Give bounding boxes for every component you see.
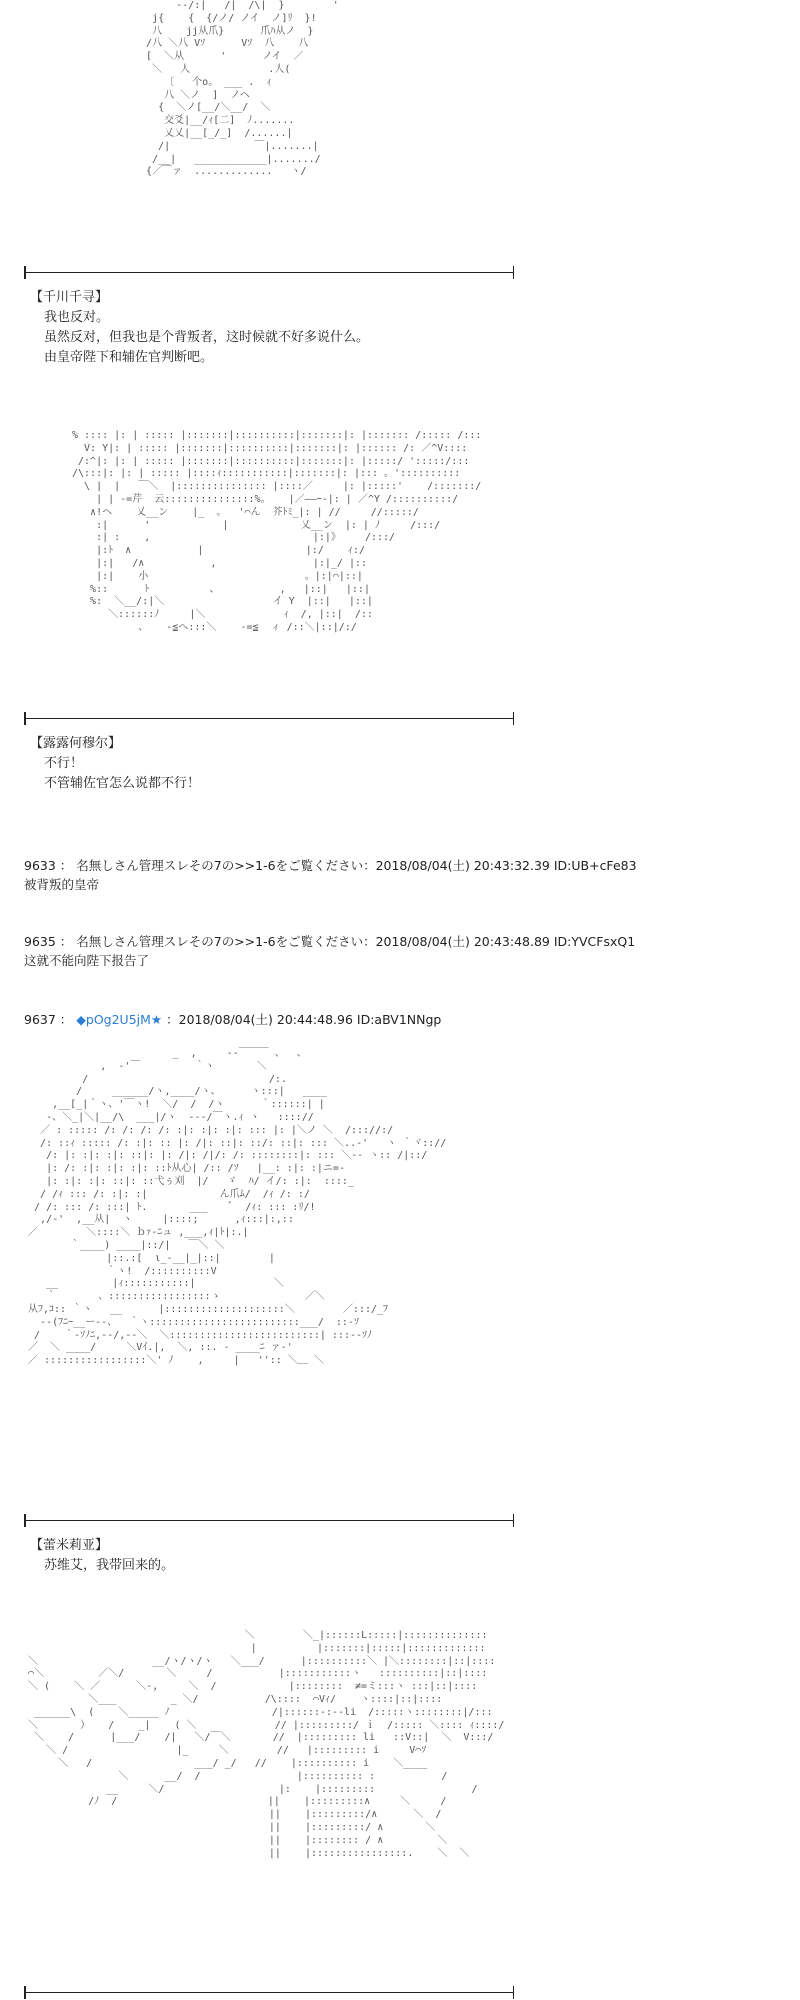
dialog-remilia xyxy=(30,1536,174,1576)
post-text: 这就不能向陛下报告了 xyxy=(24,953,150,968)
dialog-chihiro xyxy=(30,288,369,368)
ascii-art-landscape: ＼ ＼_|::::::L:::::|:::::::::::::: | |:::::::|:::::|::::::::::::: ＼ __/ヽ/ヽ/ヽ ＼___/ |::::::::::＼ |＼::::::::|::|:::: ⌒＼ ／＼/ ＼ / |:::::::::::ヽ ::::::::::|::|:::: ＼ ( ＼ ／ ＼-, ＼ / |:::::::: ≠=ミ:::ヽ :::|::|:::: ＼___ _ ＼/ /\:::: ⌒Vｨ/ ヽ::::|::|:::: ______\ ( ＼_____ ﾉ /|::::::-:--li /:::::ヽ::::::::|/::: ＼ ） / _| ( ＼ // |:::::::::/ ｉ /::::: ＼:::: ｨ::::/ ＼ / |___/ /| ＼/￣＼ // |::::::::: li ::V::| ＼ V:::/ ＼ / |_ ＼ // |::::::::: i V⌒ｿ ＼ / ___/ _/ // |:::::::::: i ＼____ ＼ __/ / |:::::::::: : / __ ＼/ |: |::::::::: / /ﾉ / || |:::::::::∧ ＼ / || |:::::::::/∧ ＼ / || |:::::::::/ ∧ ＼ || |:::::::: / ∧ ＼ || |::::::::::::::::. ＼ ＼ xyxy=(28,1630,505,1859)
poster-name: ◆pOg2U5jM xyxy=(76,1012,151,1027)
dialog-lulu xyxy=(30,734,200,794)
scene-divider xyxy=(24,1520,514,1521)
speaker-name: 【露露何穆尔】 xyxy=(30,736,122,751)
speaker-name: 【千川千寻】 xyxy=(30,290,109,305)
post-header: 9635 ： 名無しさん管理スレその7の>>1-6をご覧ください：2018/08/04(土) 20:43:48.89 ID:YVCFsxQ1 xyxy=(24,934,636,949)
scene-divider xyxy=(24,272,514,273)
dialog-line: 虽然反对，但我也是个背叛者，这时候就不好多说什么。 xyxy=(44,330,370,345)
dialog-line: 不行！ xyxy=(44,756,84,771)
dialog-line: 苏维艾，我带回来的。 xyxy=(44,1558,175,1573)
ascii-art-remilia: _ , -‐￣￣￣ 、 、 , ‐'￣ ｀ヽ ＼ / /:. / ______/ヽ,____/ヽ、 ヽ:::| ____ ,__[_|｀ヽ、'￣ヽ! ＼/ / /ヽ ｀::::::| | -、＼_|＼|__/\ ___|/ヽ ---/￣ヽ.ｨ ヽ ::::// ／ : ::::: /: /: /: /: :|: :|: :|: ::: |: |＼ノ ＼ /::://:/ /: ::ｨ ::::: /: :|: :: |: /|: ::|: ::/: ::|: ::: ＼..-' ヽ ｀ヾ::// /: |: :|: :|: ::|: |: /|: /|/: /: ::::::::|: ::: ＼-- ヽ:: /|::/ |: /: :|: :|: :|: ::ﾄ从心| /:: /ｿ |__: :|: :|ニ=- |: :|: :|: ::|: ::弋ぅ刈 |/ ゞ ﾊ/ イ/: :|: ::::_ / /ｨ ::: /: :|: :| ん爪ﾑ/ /ｨ /: :/ / /: ::: /: :::| ﾄ. ___ ﾞ /ｨ: ::: :ﾘ/! ,/‐' ,__从| ヽ |::::; ,ｨ:::|:,:: ／ ＼::::＼ ｂｧ-ﾆュ ,___,ｨ|ﾄ|:.| ｀____) ____|::/| ￣＼ ＼ |::.:[ ι_-__|_|::| | ｀ヽ! /::::::::::V __ |ｨ:::::::::::| ＼ ｀ 、:::::::::::::::::ゝ ／＼ 从ﾌ,ｺ:: ｀ヽ __ |::::::::::::::::::::＼ ／:::/_ﾌ ‐-(ﾌﾆｰ__ー‐‐、 ｀ヽ:::::::::::::::::::::::::___/ ::-ｿ / ｀-ｿﾉﾆ,-‐/,--＼ ＼:::::::::::::::::::::::::| :::--ｿﾉ ／ ＼ ____/ ＼Vｲ.|, ＼, ::. - ____ﾆ ァ-' ／ :::::::::::::::::＼' ﾉ , | '':: ＼＿ ＼ xyxy=(28,1048,447,1367)
ascii-art-chihiro: -‐/:| /| /\| } ' j{ { {/ノ/ ノイ ノ]ﾘ }! 八 jj从爪} 爪ﾊ从ノ } /八 ＼八 Vｿ Vｿ 八 八 [ ＼从 ' ノイ ／ ＼ 人 .人( 〔 个o。 ___ . ｨ 八 ＼ノ ] ノヘ { ＼ノ[__/＼__/ ＼ 交爻|__/ｨ[二] ﾉ....... 乂乂|__[_/_] /......| /| ￣|.......| /__| ____________|......./ {／￣ァ ............. ヽ/ xyxy=(146,0,339,178)
post-9633 xyxy=(24,856,637,894)
post-text: 被背叛的皇帝 xyxy=(24,877,100,892)
post-header: 9633 ： 名無しさん管理スレその7の>>1-6をご覧ください：2018/08/04(土) 20:43:32.39 ID:UB+cFe83 xyxy=(24,858,637,873)
post-number: 9637 ： xyxy=(24,1012,73,1027)
ascii-art-lulu: % :::: |: | ::::: |:::::::|::::::::::|:::::::|: |::::::: /::::: /::: V: Y|: | ::::: |:::::::|::::::::::|:::::::|: |:::::: /: ／^V:::: /:^|: |: | ::::: |:::::::|::::::::::|:::::::|: |:::::/ ':::::/::: /\:::|: |: | ::::: |::::ｨ:::::::::::|:::::::|: |::: 。':::::::::: \ | | ￣＼ |::::::::::::::: |::::／ |: |:::::' /:::::::/ | | -=芹 云:::::::::::::::%。 |／――ｰ-|: | ／^Y /::::::::::/ ∧!ヘ 乂__ン |_ 。 '⌒ん 芥ﾄﾐ_|: | // //:::::/ :| ' | 乂__ン |: | ﾉ /:::/ :| : , |:|》 /:::/ |:ﾄ ∧ | |:/ ｨ:/ |:| /∧ , |:|_/ |:: |:| 小 。|:|⌒|::| %:: ﾄ 、 , |::| |::| %: ＼__/:|＼ イ Y |::| |::| ＼::::::ﾉ |＼ ｨ /, |::| /:: 、 -≦へ:::＼ -=≦ ィ /::＼|::|/:/ xyxy=(72,430,482,633)
scene-divider xyxy=(24,718,514,719)
post-9637 xyxy=(24,1010,441,1029)
speaker-name: 【蕾米莉亚】 xyxy=(30,1538,109,1553)
dialog-line: 不管辅佐官怎么说都不行！ xyxy=(44,776,201,791)
dialog-line: 由皇帝陛下和辅佐官判断吧。 xyxy=(44,350,214,365)
post-9635 xyxy=(24,932,635,970)
post-meta: ：2018/08/04(土) 20:44:48.96 ID:aBV1NNgp xyxy=(166,1012,442,1027)
dialog-line: 我也反对。 xyxy=(44,310,110,325)
scene-divider xyxy=(24,1992,514,1993)
star-icon: ★ xyxy=(150,1012,163,1027)
